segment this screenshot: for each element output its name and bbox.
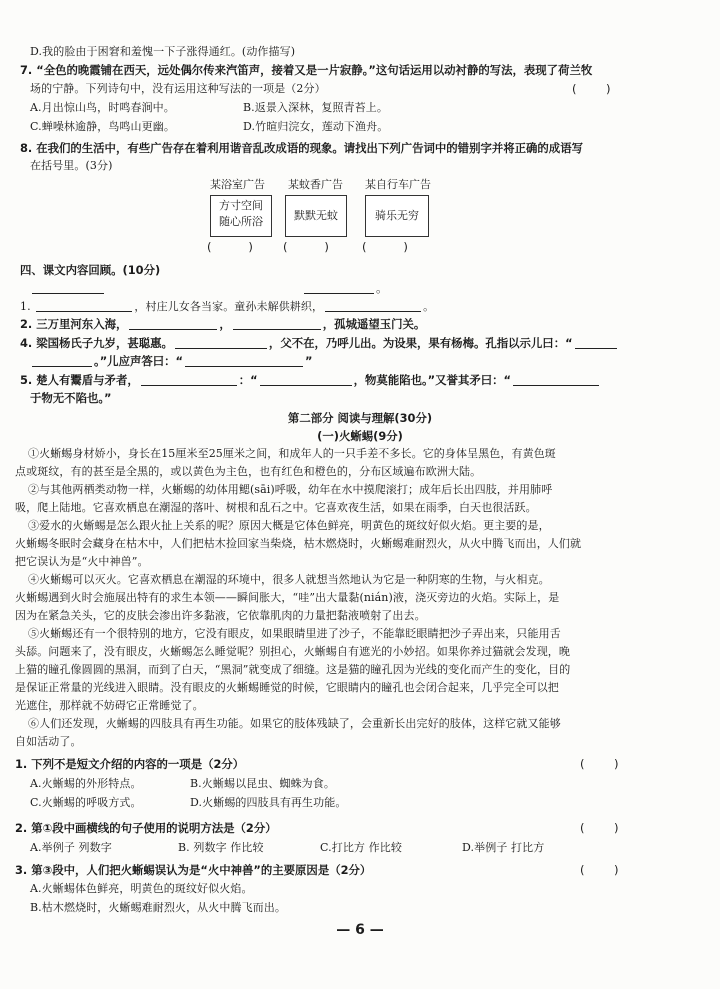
item2-number: 2. (20, 317, 33, 331)
para4-line3: 因为在紧急关头，它的皮肤会渗出许多黏液，它依靠肌肉的力量把黏液喷射了出去。 (15, 609, 426, 622)
para1-line2: 点或斑纹，有的甚至是全黑的，或以黄色为主色，也有红色和橙色的，分布区域遍布欧洲大陆。 (15, 465, 482, 478)
q1-option-c: C.火蜥蜴的呼吸方式。 (30, 796, 142, 809)
q8-stem-line1: 8. 在我们的生活中，有些广告存在着利用谐音乱改成语的现象。请找出下列广告词中的错别字并将正确的成语写 (20, 141, 583, 155)
section4-item4-line2 (30, 353, 313, 369)
ad2-box (285, 195, 347, 237)
para4-line2: 火蜥蜴遇到火时会施展出特有的求生本领——瞬间胀大，“哇”出大量黏(nián)液，浇灭旁边的火焰。实际上，是 (15, 591, 560, 604)
para2-line1: ②与其他两栖类动物一样，火蜥蜴的幼体用鳃(sāi)呼吸，幼年在水中摸爬滚打；成年后长出四肢，并用肺呼 (28, 483, 553, 496)
blank-input[interactable] (36, 299, 132, 312)
q8-stem-line2: 在括号里。(3分) (30, 159, 113, 172)
item5-mid: ：“ (238, 373, 258, 387)
q1-stem: 1. 下列不是短文介绍的内容的一项是（2分） (15, 757, 245, 771)
q7-option-c: C.蝉噪林逾静，鸟鸣山更幽。 (30, 120, 175, 133)
q1-option-b: B.火蜥蜴以昆虫、蜘蛛为食。 (190, 777, 335, 790)
item1-number: 1. (20, 300, 31, 313)
blank-input[interactable] (185, 354, 303, 367)
item2-text: 三万里河东入海， (36, 317, 128, 331)
q7-option-d: D.竹暄归浣女，莲动下渔舟。 (243, 120, 389, 133)
section4-title: 四、课文内容回顾。(10分) (20, 263, 161, 277)
q3-option-a: A.火蜥蜴体色鲜亮，明黄色的斑纹好似火焰。 (30, 882, 253, 895)
ad1-line1: 方寸空间 (219, 199, 263, 212)
blank-input[interactable] (141, 373, 237, 386)
ad3-label: 某自行车广告 (365, 178, 431, 191)
q2-option-b: B. 列数字 作比较 (178, 841, 264, 854)
para5-line3: 上猫的瞳孔像圆圆的黑洞，而到了白天，“黑洞”就变成了细缝。这是猫的瞳孔因为光线的变化而产生的变化，目的 (15, 663, 571, 676)
passage-title: (一)火蜥蜴(9分) (317, 429, 403, 443)
ad1-answer-paren[interactable]: ( ) (207, 240, 253, 254)
section4-item1 (20, 298, 434, 315)
blank-input[interactable] (32, 354, 92, 367)
item5-mid2: ，物莫能陷也。”又誉其矛曰：“ (353, 373, 511, 387)
ad3-line1: 骑乐无穷 (375, 209, 419, 222)
para5-line1: ⑤火蜥蜴还有一个很特别的地方，它没有眼皮，如果眼睛里进了沙子，不能靠眨眼睛把沙子弄出来，只能用舌 (28, 627, 561, 640)
blank-input[interactable] (304, 281, 374, 294)
item4-l2-mid: 。”儿应声答曰：“ (94, 354, 184, 368)
blank-input[interactable] (513, 373, 599, 386)
blank-input[interactable] (575, 336, 617, 349)
part2-title: 第二部分 阅读与理解(30分) (287, 411, 433, 425)
item2-tail: ，孤城遥望玉门关。 (322, 317, 426, 331)
item2-mid: ， (219, 317, 231, 331)
item5-text: 5. 楚人有鬻盾与矛者， (20, 373, 139, 387)
ad2-answer-paren[interactable]: ( ) (283, 240, 329, 254)
para3-line2: 火蜥蜴冬眠时会藏身在枯木中，人们把枯木捡回家当柴烧，枯木燃烧时，火蜥蜴难耐烈火，从火中腾飞而出，人们就 (15, 537, 582, 550)
para5-line2: 头舔。问题来了，没有眼皮，火蜥蜴怎么睡觉呢？别担心，火蜥蜴自有遮光的小妙招。如果你养过猫就会发现，晚 (15, 645, 570, 658)
q7-option-a: A.月出惊山鸟，时鸣春涧中。 (30, 101, 175, 114)
ad1-label: 某浴室广告 (210, 178, 265, 191)
para1-line1: ①火蜥蜴身材娇小，身长在15厘米至25厘米之间，和成年人的一只手差不多长。它的身体呈黑色，有黄色斑 (28, 447, 556, 460)
blank-input[interactable] (32, 281, 104, 294)
q7-stem-line2: 场的宁静。下列诗句中，没有运用这种写法的一项是（2分） (30, 82, 326, 95)
para5-line5: 光遮住，那样就不妨碍它正常睡觉了。 (15, 699, 204, 712)
section4-prelude-period: 。 (376, 281, 388, 295)
q7-option-b: B.返景入深林，复照青苔上。 (243, 101, 388, 114)
para3-line1: ③爱水的火蜥蜴是怎么跟火扯上关系的呢？原因大概是它体色鲜亮，明黄色的斑纹好似火焰。更主要的是， (28, 519, 550, 532)
q2-option-c: C.打比方 作比较 (320, 841, 402, 854)
blank-input[interactable] (325, 299, 421, 312)
ad2-line1: 默默无蚊 (294, 209, 338, 222)
ad1-box (210, 195, 272, 237)
ad3-answer-paren[interactable]: ( ) (362, 240, 408, 254)
q3-option-b: B.枯木燃烧时，火蜥蜴难耐烈火，从火中腾飞而出。 (30, 901, 286, 914)
q7-stem-line1: 7. “全色的晚霞铺在西天，远处偶尔传来汽笛声，接着又是一片寂静。”这句话运用以动衬静的写法，表现了荷兰牧 (20, 63, 593, 77)
para3-line3: 把它误认为是“火中神兽”。 (15, 555, 149, 568)
blank-input[interactable] (129, 317, 217, 330)
ad1-line2: 随心所浴 (219, 215, 263, 228)
q2-option-d: D.举例子 打比方 (462, 841, 545, 854)
q1-option-a: A.火蜥蜴的外形特点。 (30, 777, 142, 790)
q2-option-a: A.举例子 列数字 (30, 841, 112, 854)
section4-item5-line2: 于物无不陷也。” (30, 391, 112, 405)
q1-option-d: D.火蜥蜴的四肢具有再生功能。 (190, 796, 347, 809)
page-number: — 6 — (336, 922, 384, 938)
blank-input[interactable] (233, 317, 321, 330)
para6-line2: 自如活动了。 (15, 735, 82, 748)
q3-stem: 3. 第③段中，人们把火蜥蜴误认为是“火中神兽”的主要原因是（2分） (15, 863, 372, 877)
ad2-label: 某蚊香广告 (288, 178, 343, 191)
blank-input[interactable] (260, 373, 352, 386)
para5-line4: 是保证正常量的光线进入眼睛。没有眼皮的火蜥蜴睡觉的时候，它眼睛内的瞳孔也会闭合起来，几乎完全可以把 (15, 681, 559, 694)
section4-item5-line1 (20, 372, 601, 388)
item4-mid: ，父不在，乃呼儿出。为设果，果有杨梅。孔指以示儿曰：“ (268, 336, 573, 350)
para2-line2: 吸，爬上陆地。它喜欢栖息在潮湿的落叶、树根和乱石之中。它喜欢夜生活，如果在雨季，白天也很活跃。 (15, 501, 537, 514)
item1-end: 。 (423, 300, 435, 313)
q2-stem: 2. 第①段中画横线的句子使用的说明方法是（2分） (15, 821, 277, 835)
para6-line1: ⑥人们还发现，火蜥蜴的四肢具有再生功能。如果它的肢体残缺了，会重新长出完好的肢体，这样它就又能够 (28, 717, 561, 730)
q6-option-d: D.我的脸由于困窘和羞愧一下子涨得通红。(动作描写) (30, 45, 296, 58)
item1-text: ，村庄儿女各当家。童孙未解供耕织， (134, 300, 324, 313)
item4-text: 4. 梁国杨氏子九岁，甚聪惠。 (20, 336, 173, 350)
q3-answer-paren[interactable]: ( ) (580, 863, 619, 877)
q1-answer-paren[interactable]: ( ) (580, 757, 619, 771)
item4-l2-end: ” (305, 354, 313, 368)
ad3-box (365, 195, 429, 237)
section4-prelude-blanks (30, 280, 388, 296)
blank-input[interactable] (175, 336, 267, 349)
para4-line1: ④火蜥蜴可以灭火。它喜欢栖息在潮湿的环境中，很多人就想当然地认为它是一种阴寒的生物，与火相克。 (28, 573, 550, 586)
q2-answer-paren[interactable]: ( ) (580, 821, 619, 835)
section4-item2 (20, 316, 425, 332)
section4-item4-line1 (20, 335, 619, 351)
q7-answer-paren[interactable]: ( ) (572, 82, 611, 96)
